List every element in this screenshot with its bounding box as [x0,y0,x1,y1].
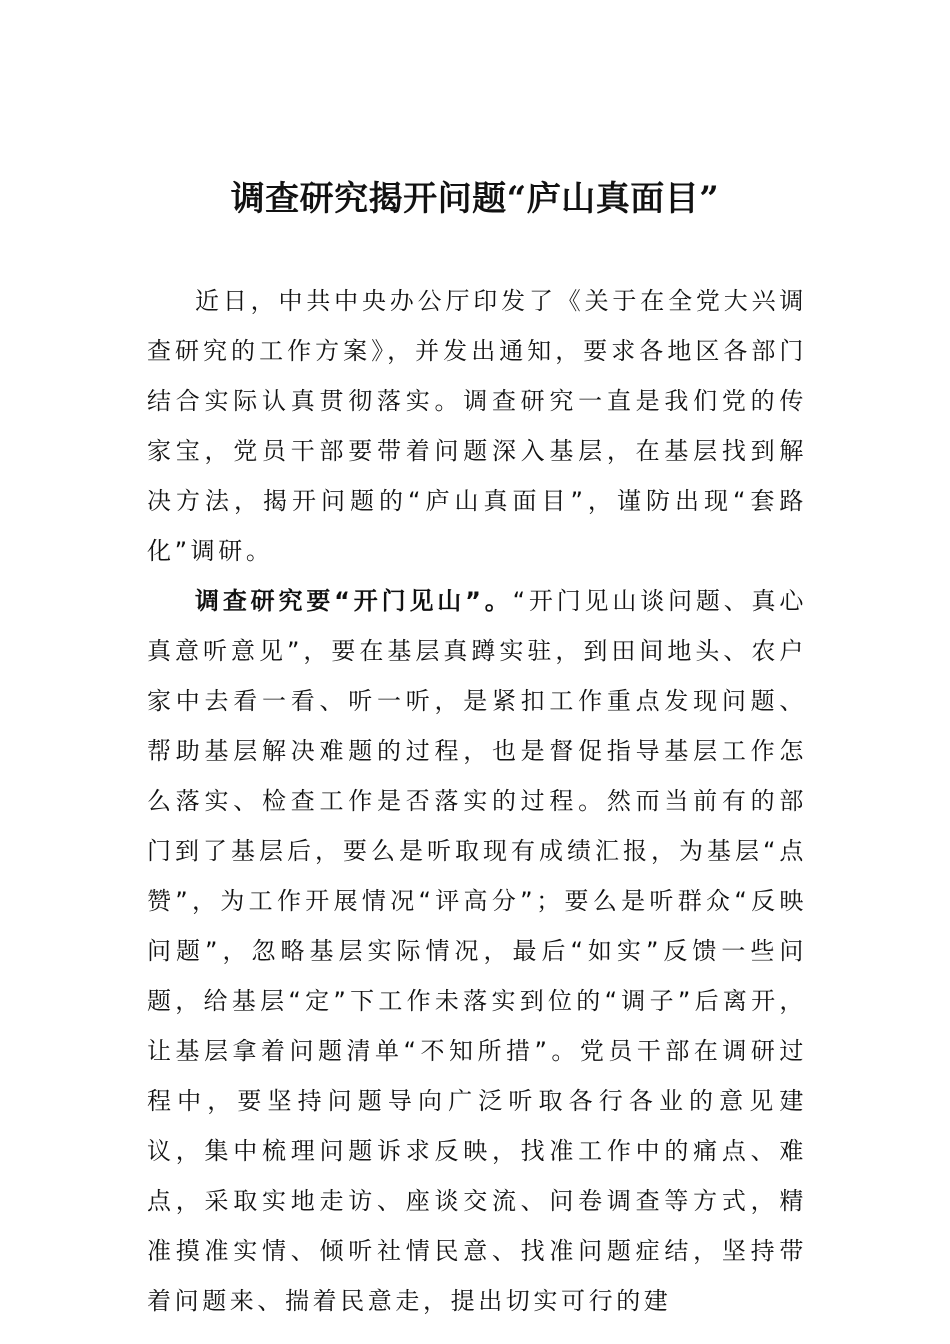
paragraph-open-door [147,576,807,1326]
article-title: 调查研究揭开问题“庐山真面目” [230,179,720,219]
paragraph-intro: 近日，中共中央办公厅印发了《关于在全党大兴调查研究的工作方案》，并发出通知，要求各地区各部门结合实际认真贯彻落实。调查研究一直是我们党的传家宝，党员干部要带着问题深入基层，在基层找到解决方法，揭开问题的“庐山真面目”，谨防出现“套路化”调研。 [147,287,807,565]
paragraph-lead-heading: 调查研究要“开门见山”。 [195,587,513,615]
article-body [147,276,807,1326]
paragraph-body-text: “开门见山谈问题、真心真意听意见”，要在基层真蹲实驻，到田间地头、农户家中去看一看、听一听，是紧扣工作重点发现问题、帮助基层解决难题的过程，也是督促指导基层工作怎么落实、检查工作是否落实的过程。然而当前有的部门到了基层后，要么是听取现有成绩汇报，为基层“点赞”，为工作开展情况“评高分”；要么是听群众“反映问题”，忽略基层实际情况，最后“如实”反馈一些问题，给基层“定”下工作未落实到位的“调子”后离开，让基层拿着问题清单“不知所措”。党员干部在调研过程中，要坚持问题导向广泛听取各行各业的意见建议，集中梳理问题诉求反映，找准工作中的痛点、难点，采取实地走访、座谈交流、问卷调查等方式，精准摸准实情、倾听社情民意、找准问题症结，坚持带着问题来、揣着民意走，提出切实可行的建 [147,587,807,1315]
